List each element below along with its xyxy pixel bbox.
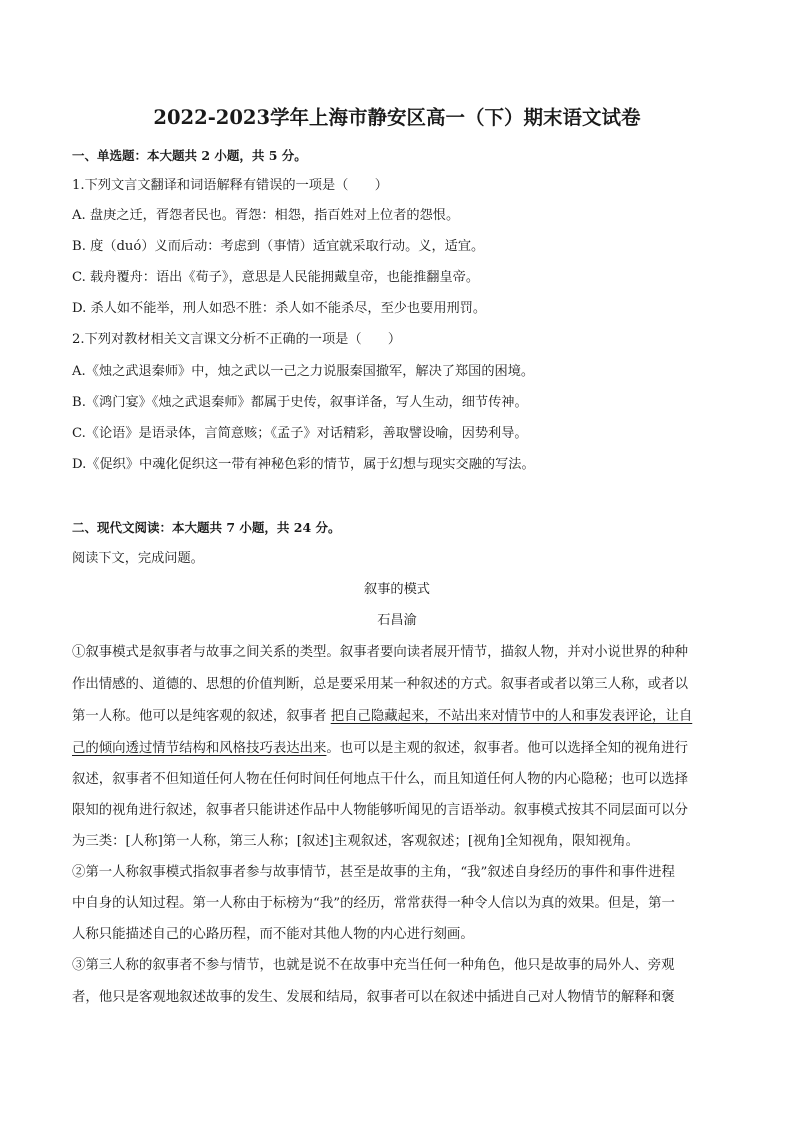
question-2-option-b: B.《鸿门宴》《烛之武退秦师》都属于史传，叙事详备，写人生动，细节传神。 (72, 395, 528, 410)
paragraph-1-line: 限知的视角进行叙述，叙事者只能讲述作品中人物能够听闻见的言语举动。叙事模式按其不同层面可以分 (72, 803, 688, 818)
question-2-stem: 2.下列对教材相关文言课文分析不正确的一项是（ ） (72, 332, 402, 347)
paragraph-1-line: ①叙事模式是叙事者与故事之间关系的类型。叙事者要向读者展开情节，描叙人物，并对小说世界的种种 (72, 645, 688, 660)
paragraph-1-line: 为三类：[人称]第一人称，第三人称；[叙述]主观叙述，客观叙述；[视角]全知视角，限知视角。 (72, 834, 639, 849)
paragraph-2-line: 中自身的认知过程。第一人称由于标榜为“我”的经历，常常获得一种令人信以为真的效果。但是，第一 (72, 896, 675, 911)
paragraph-2-line: ②第一人称叙事模式指叙事者参与故事情节，甚至是故事的主角，“我”叙述自身经历的事件和事件进程 (72, 865, 675, 880)
reading-instruction: 阅读下文，完成问题。 (72, 551, 204, 566)
paragraph-2-line: 人称只能描述自己的心路历程，而不能对其他人物的内心进行刻画。 (72, 927, 474, 942)
underlined-passage: 把自己隐藏起来，不站出来对情节中的人和事发表评论，让自 (330, 709, 693, 724)
section-1-heading: 一、单选题：本大题共 2 小题，共 5 分。 (72, 148, 307, 163)
underlined-passage: 己的倾向透过情节结构和风格技巧表达出来 (72, 741, 327, 756)
paragraph-3-line: ③第三人称的叙事者不参与情节，也就是说不在故事中充当任何一种角色，他只是故事的局外人、旁观 (72, 958, 675, 973)
question-1-option-d: D. 杀人如不能举，刑人如恐不胜：杀人如不能杀尽，至少也要用刑罚。 (72, 301, 487, 316)
article-title: 叙事的模式 (364, 582, 430, 597)
question-1-option-b: B. 度（duó）义而后动：考虑到（事情）适宜就采取行动。义，适宜。 (72, 239, 485, 254)
question-2-option-c: C.《论语》是语录体，言简意赅；《孟子》对话精彩，善取譬设喻，因势利导。 (72, 426, 528, 441)
paragraph-3-line: 者，他只是客观地叙述故事的发生、发展和结局，叙事者可以在叙述中插进自己对人物情节的解释和褒 (72, 990, 675, 1005)
question-1-stem: 1.下列文言文翻译和词语解释有错误的一项是（ ） (72, 178, 388, 193)
article-author: 石昌渝 (377, 613, 417, 628)
paragraph-1-line: 己的倾向透过情节结构和风格技巧表达出来。也可以是主观的叙述，叙事者。他可以选择全知的视角进行 (72, 741, 688, 756)
question-1-option-a: A. 盘庚之迁，胥怨者民也。胥怨：相怨，指百姓对上位者的怨恨。 (72, 208, 460, 223)
paragraph-1-line: 作出情感的、道德的、思想的价值判断，总是要采用某一种叙述的方式。叙事者或者以第三人称，或者以 (72, 677, 688, 692)
paragraph-1-line: 第一人称。他可以是纯客观的叙述，叙事者 把自己隐藏起来，不站出来对情节中的人和事发表评论，让自 (72, 709, 693, 724)
question-1-option-c: C. 载舟覆舟：语出《荀子》，意思是人民能拥戴皇帝，也能推翻皇帝。 (72, 270, 480, 285)
exam-title: 2022-2023学年上海市静安区高一（下）期末语文试卷 (153, 106, 641, 129)
section-2-heading: 二、现代文阅读：本大题共 7 小题，共 24 分。 (72, 520, 341, 535)
question-2-option-d: D.《促织》中魂化促织这一带有神秘色彩的情节，属于幻想与现实交融的写法。 (72, 457, 535, 472)
question-2-option-a: A.《烛之武退秦师》中，烛之武以一己之力说服秦国撤军，解决了郑国的困境。 (72, 364, 535, 379)
paragraph-1-line: 叙述，叙事者不但知道任何人物在任何时间任何地点干什么，而且知道任何人物的内心隐秘；也可以选择 (72, 772, 688, 787)
